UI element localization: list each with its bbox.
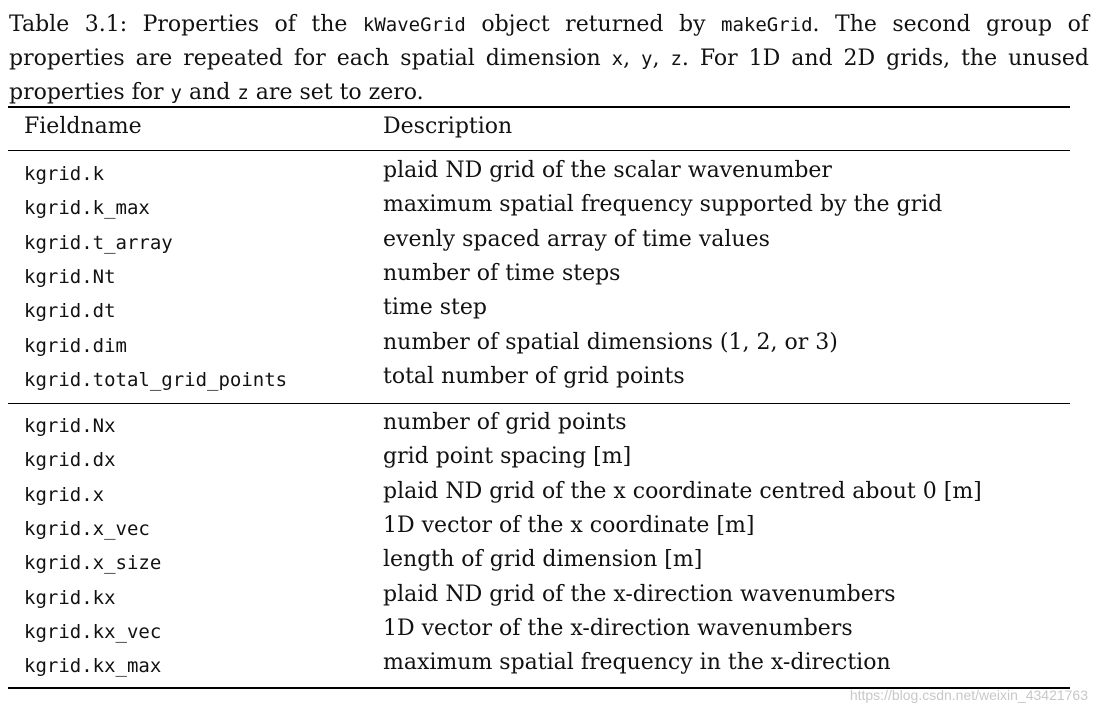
top-rule (8, 106, 1070, 108)
description-cell: number of spatial dimensions (1, 2, or 3) (383, 329, 838, 355)
fieldname-cell: kgrid.Nx (24, 415, 116, 437)
table-caption: Table 3.1: Properties of the kWaveGrid object returned by makeGrid. The second group of properties are repeated for each spatial dimension x, y, z. For 1D and 2D grids, the unused properties for y and z are set to zero. (9, 12, 1090, 105)
table-row (0, 295, 1098, 329)
description-cell: plaid ND grid of the x coordinate centred about 0 [m] (383, 478, 982, 504)
fieldname-cell: kgrid.x_size (24, 552, 162, 575)
fieldname-cell: kgrid.kx_max (24, 655, 162, 678)
description-cell: length of grid dimension [m] (383, 547, 703, 573)
fieldname-cell: kgrid.total_grid_points (24, 368, 288, 391)
fieldname-cell: kgrid.kx_vec (24, 620, 162, 643)
table-row (0, 410, 1098, 444)
fieldname-cell: kgrid.dx (24, 449, 116, 472)
table-row (0, 192, 1098, 226)
header-fieldname: Fieldname (24, 114, 142, 139)
fieldname-cell: kgrid.dim (24, 334, 127, 357)
description-cell: time step (383, 295, 487, 321)
description-cell: evenly spaced array of time values (383, 226, 770, 252)
description-cell: total number of grid points (383, 363, 685, 389)
description-cell: 1D vector of the x coordinate [m] (383, 512, 755, 538)
table-row (0, 158, 1098, 192)
description-cell: number of time steps (383, 260, 621, 286)
header-rule (8, 150, 1070, 151)
group-separator-rule (8, 403, 1070, 404)
description-cell: number of grid points (383, 410, 627, 435)
table-row (0, 547, 1098, 581)
table-row (0, 513, 1098, 547)
watermark: https://blog.csdn.net/weixin_43421763 (849, 687, 1088, 703)
description-cell: plaid ND grid of the scalar wavenumber (383, 158, 832, 183)
table-row (0, 261, 1098, 295)
fieldname-cell: kgrid.t_array (24, 231, 173, 254)
description-cell: plaid ND grid of the x-direction wavenumbers (383, 581, 896, 607)
fieldname-cell: kgrid.k_max (24, 197, 150, 220)
header-description: Description (383, 114, 513, 139)
table-row (0, 582, 1098, 616)
description-cell: grid point spacing [m] (383, 444, 632, 470)
fieldname-cell: kgrid.x (24, 483, 105, 506)
table-row (0, 616, 1098, 650)
table-row (0, 650, 1098, 684)
table-row (0, 364, 1098, 398)
table-row (0, 227, 1098, 261)
table-row (0, 444, 1098, 478)
fieldname-cell: kgrid.kx (24, 586, 116, 609)
fieldname-cell: kgrid.k (24, 163, 105, 185)
fieldname-cell: kgrid.x_vec (24, 517, 150, 540)
table-row (0, 330, 1098, 364)
description-cell: maximum spatial frequency in the x-direction (383, 650, 891, 676)
fieldname-cell: kgrid.dt (24, 300, 116, 323)
fieldname-cell: kgrid.Nt (24, 265, 116, 288)
table-row (0, 479, 1098, 513)
description-cell: 1D vector of the x-direction wavenumbers (383, 615, 853, 641)
description-cell: maximum spatial frequency supported by the grid (383, 192, 943, 218)
